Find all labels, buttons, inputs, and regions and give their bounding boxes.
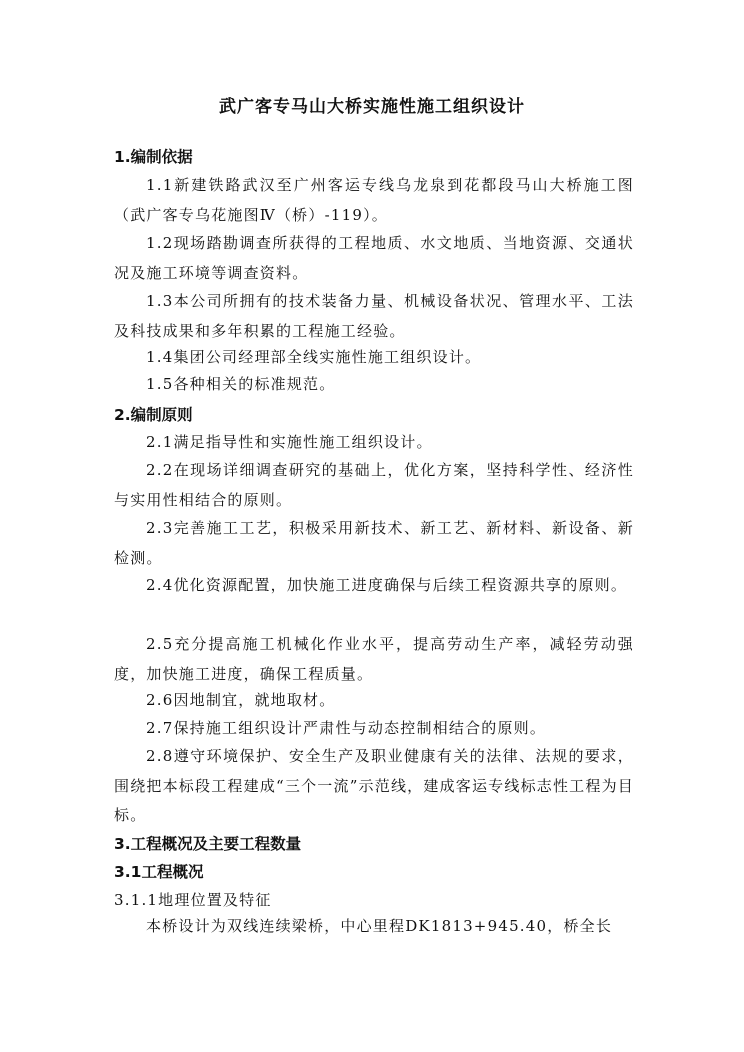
paragraph-3-1-1: 本桥设计为双线连续梁桥，中心里程DK1813+945.40，桥全长 (146, 917, 613, 935)
paragraph-2-6: 2.6因地制宜，就地取材。 (146, 691, 336, 709)
subsection-heading-3-1-1: 3.1.1地理位置及特征 (114, 891, 272, 909)
paragraph-2-7: 2.7保持施工组织设计严肃性与动态控制相结合的原则。 (146, 719, 547, 737)
section-heading-2: 2.编制原则 (114, 406, 193, 424)
paragraph-2-2: 2.2在现场详细调查研究的基础上，优化方案，坚持科学性、经济性与实用性相结合的原则。 (114, 461, 634, 509)
paragraph-1-3: 1.3本公司所拥有的技术装备力量、机械设备状况、管理水平、工法及科技成果和多年积累的工程施工经验。 (114, 292, 634, 340)
paragraph-1-5: 1.5各种相关的标准规范。 (146, 375, 336, 393)
document-title: 武广客专马山大桥实施性施工组织设计 (219, 97, 525, 117)
paragraph-2-3: 2.3完善施工工艺，积极采用新技术、新工艺、新材料、新设备、新检测。 (114, 519, 634, 567)
section-heading-3: 3.工程概况及主要工程数量 (114, 835, 302, 853)
paragraph-1-1: 1.1新建铁路武汉至广州客运专线乌龙泉到花都段马山大桥施工图（武广客专乌花施图Ⅳ（桥）-119）。 (114, 176, 634, 224)
paragraph-2-1: 2.1满足指导性和实施性施工组织设计。 (146, 433, 433, 451)
section-heading-3-1: 3.1工程概况 (114, 863, 204, 881)
section-heading-1: 1.编制依据 (114, 148, 193, 166)
paragraph-2-5: 2.5充分提高施工机械化作业水平，提高劳动生产率，减轻劳动强度，加快施工进度，确保工程质量。 (114, 635, 634, 683)
paragraph-1-2: 1.2现场踏勘调查所获得的工程地质、水文地质、当地资源、交通状况及施工环境等调查资料。 (114, 234, 634, 282)
paragraph-1-4: 1.4集团公司经理部全线实施性施工组织设计。 (146, 348, 482, 366)
paragraph-2-4: 2.4优化资源配置，加快施工进度确保与后续工程资源共享的原则。 (146, 576, 628, 594)
paragraph-2-8: 2.8遵守环境保护、安全生产及职业健康有关的法律、法规的要求，围绕把本标段工程建成“三个一流”示范线，建成客运专线标志性工程为目标。 (114, 747, 634, 824)
